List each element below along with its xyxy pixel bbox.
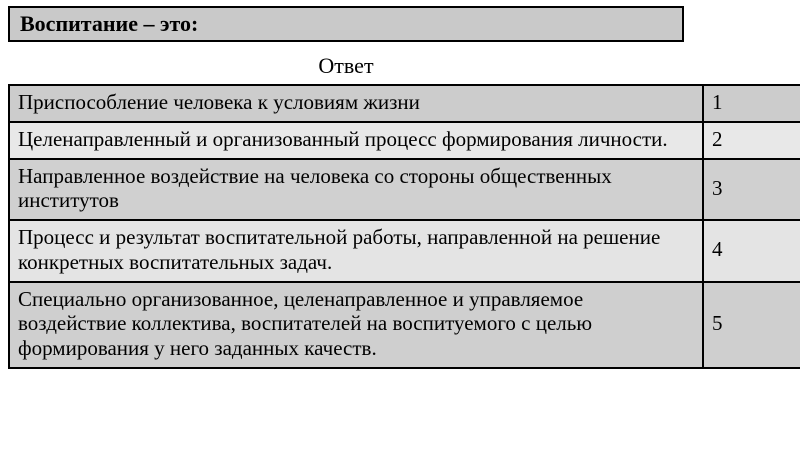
table-row xyxy=(9,122,800,159)
answer-number: 1 xyxy=(703,85,800,122)
table-row xyxy=(9,220,800,282)
answer-text: Приспособление человека к условиям жизни xyxy=(9,85,703,122)
answer-text: Целенаправленный и организованный процесс формирования личности. xyxy=(9,122,703,159)
answer-text: Процесс и результат воспитательной работы, направленной на решение конкретных воспитательных задач. xyxy=(9,220,703,282)
answer-number: 4 xyxy=(703,220,800,282)
answer-column-header xyxy=(8,52,684,80)
answer-number: 2 xyxy=(703,122,800,159)
table-row xyxy=(9,282,800,368)
answer-text: Специально организованное, целенаправленное и управляемое воздействие коллектива, воспитателей на воспитуемого с целью формирования у него заданных качеств. xyxy=(9,282,703,368)
answer-number: 3 xyxy=(703,159,800,221)
answer-column-header-label: Ответ xyxy=(318,53,374,78)
answers-table-wrapper xyxy=(8,84,792,369)
answer-number: 5 xyxy=(703,282,800,368)
question-title-bar xyxy=(8,6,684,42)
answers-table xyxy=(8,84,800,369)
table-row xyxy=(9,159,800,221)
answer-text: Направленное воздействие на человека со стороны общественных институтов xyxy=(9,159,703,221)
page-title: Воспитание – это: xyxy=(20,11,199,36)
table-row xyxy=(9,85,800,122)
